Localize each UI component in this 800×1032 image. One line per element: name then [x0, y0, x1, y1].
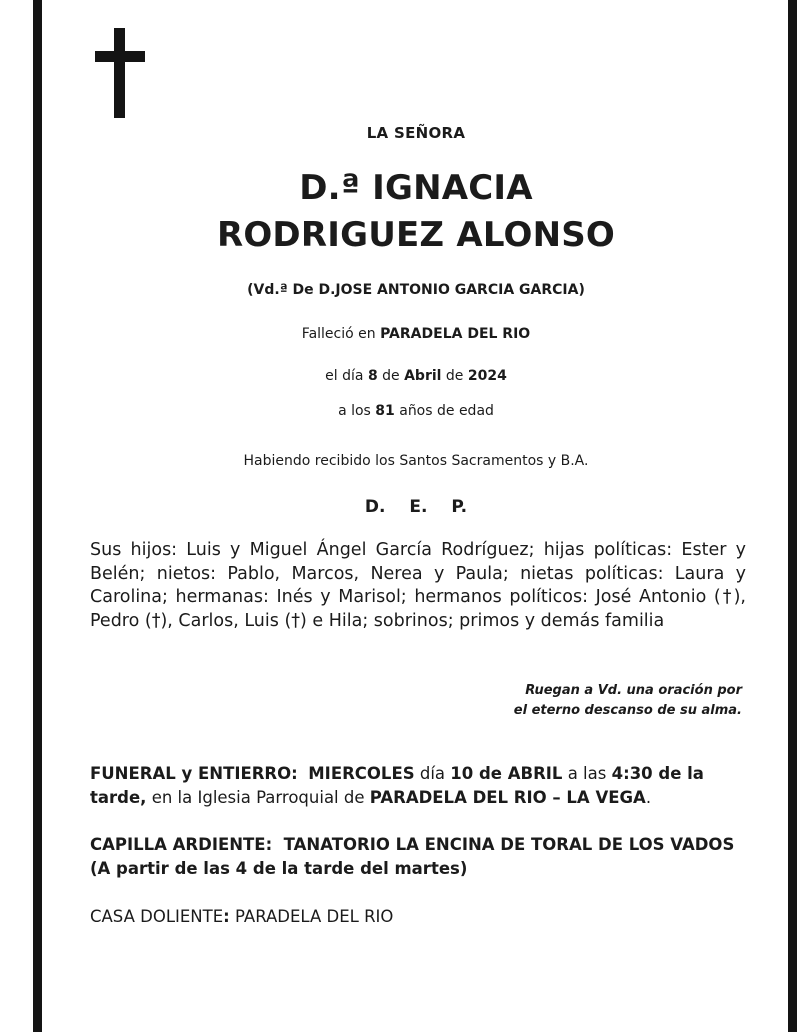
funeral-paragraph — [90, 762, 750, 809]
capilla-note: (A partir de las 4 de la tarde del martes) — [90, 858, 468, 878]
sacraments-line: Habiendo recibido los Santos Sacramentos y B.A. — [243, 453, 589, 469]
casa-place: PARADELA DEL RIO — [235, 907, 394, 926]
casa-colon: : — [223, 907, 230, 926]
funeral-label: FUNERAL y ENTIERRO: — [90, 764, 298, 783]
funeral-date: 10 de ABRIL — [450, 764, 563, 783]
funeral-location: PARADELA DEL RIO – LA VEGA — [369, 787, 646, 807]
funeral-location-prefix: en la Iglesia Parroquial de — [151, 787, 365, 807]
cross-icon — [95, 28, 145, 118]
death-date-de1: de — [382, 368, 400, 384]
title-la-senora: LA SEÑORA — [366, 124, 466, 142]
age-line — [90, 403, 742, 419]
capilla-label: CAPILLA ARDIENTE: — [90, 835, 273, 854]
death-date-line — [90, 368, 742, 384]
funeral-a-las: a las — [567, 764, 607, 783]
family-paragraph: Sus hijos: Luis y Miguel Ángel García Rodríguez; hijas políticas: Ester y Belén; nietos: Pablo, Marcos, Nerea y Paula; nietas políticas: Laura y Carolina; hermanas: Inés y Marisol; hermanos políticos: José Antonio (†), Pedro (†), Carlos, Luis (†) e Hila; sobrinos; primos y demás familia — [90, 540, 746, 631]
capilla-place: TANATORIO LA ENCINA DE TORAL DE LOS VADOS — [283, 835, 735, 854]
left-border — [33, 0, 42, 1032]
deceased-name-line1: D.ª IGNACIA — [299, 168, 533, 208]
death-place-line — [90, 326, 742, 342]
funeral-weekday: MIERCOLES — [308, 764, 415, 783]
death-place-prefix: Falleció en — [301, 326, 376, 342]
prayer-line2: el eterno descanso de su alma. — [513, 703, 742, 718]
prayer-line1: Ruegan a Vd. una oración por — [525, 683, 742, 698]
prayer-request — [430, 681, 742, 721]
right-border — [788, 0, 797, 1032]
funeral-dia: día — [419, 764, 446, 783]
cross-horizontal-bar — [95, 51, 145, 62]
funeral-period: . — [645, 787, 652, 807]
age-prefix: a los — [338, 403, 371, 419]
death-month: Abril — [404, 368, 442, 384]
casa-label: CASA DOLIENTE — [90, 907, 224, 926]
widow-note: (Vd.ª De D.JOSE ANTONIO GARCIA GARCIA) — [247, 282, 585, 298]
dep-line: D. E. P. — [364, 497, 468, 517]
death-year: 2024 — [467, 368, 507, 384]
cross-vertical-bar — [114, 28, 125, 118]
death-date-de2: de — [445, 368, 464, 384]
funeral-time: 4:30 de la tarde, — [90, 764, 704, 807]
deceased-name-line2: RODRIGUEZ ALONSO — [216, 215, 616, 255]
age-value: 81 — [375, 403, 395, 419]
death-day: 8 — [367, 368, 378, 384]
capilla-paragraph — [90, 833, 750, 880]
death-place: PARADELA DEL RIO — [380, 326, 531, 342]
death-date-prefix: el día — [325, 368, 364, 384]
casa-paragraph — [90, 905, 750, 929]
age-suffix: años de edad — [399, 403, 494, 419]
